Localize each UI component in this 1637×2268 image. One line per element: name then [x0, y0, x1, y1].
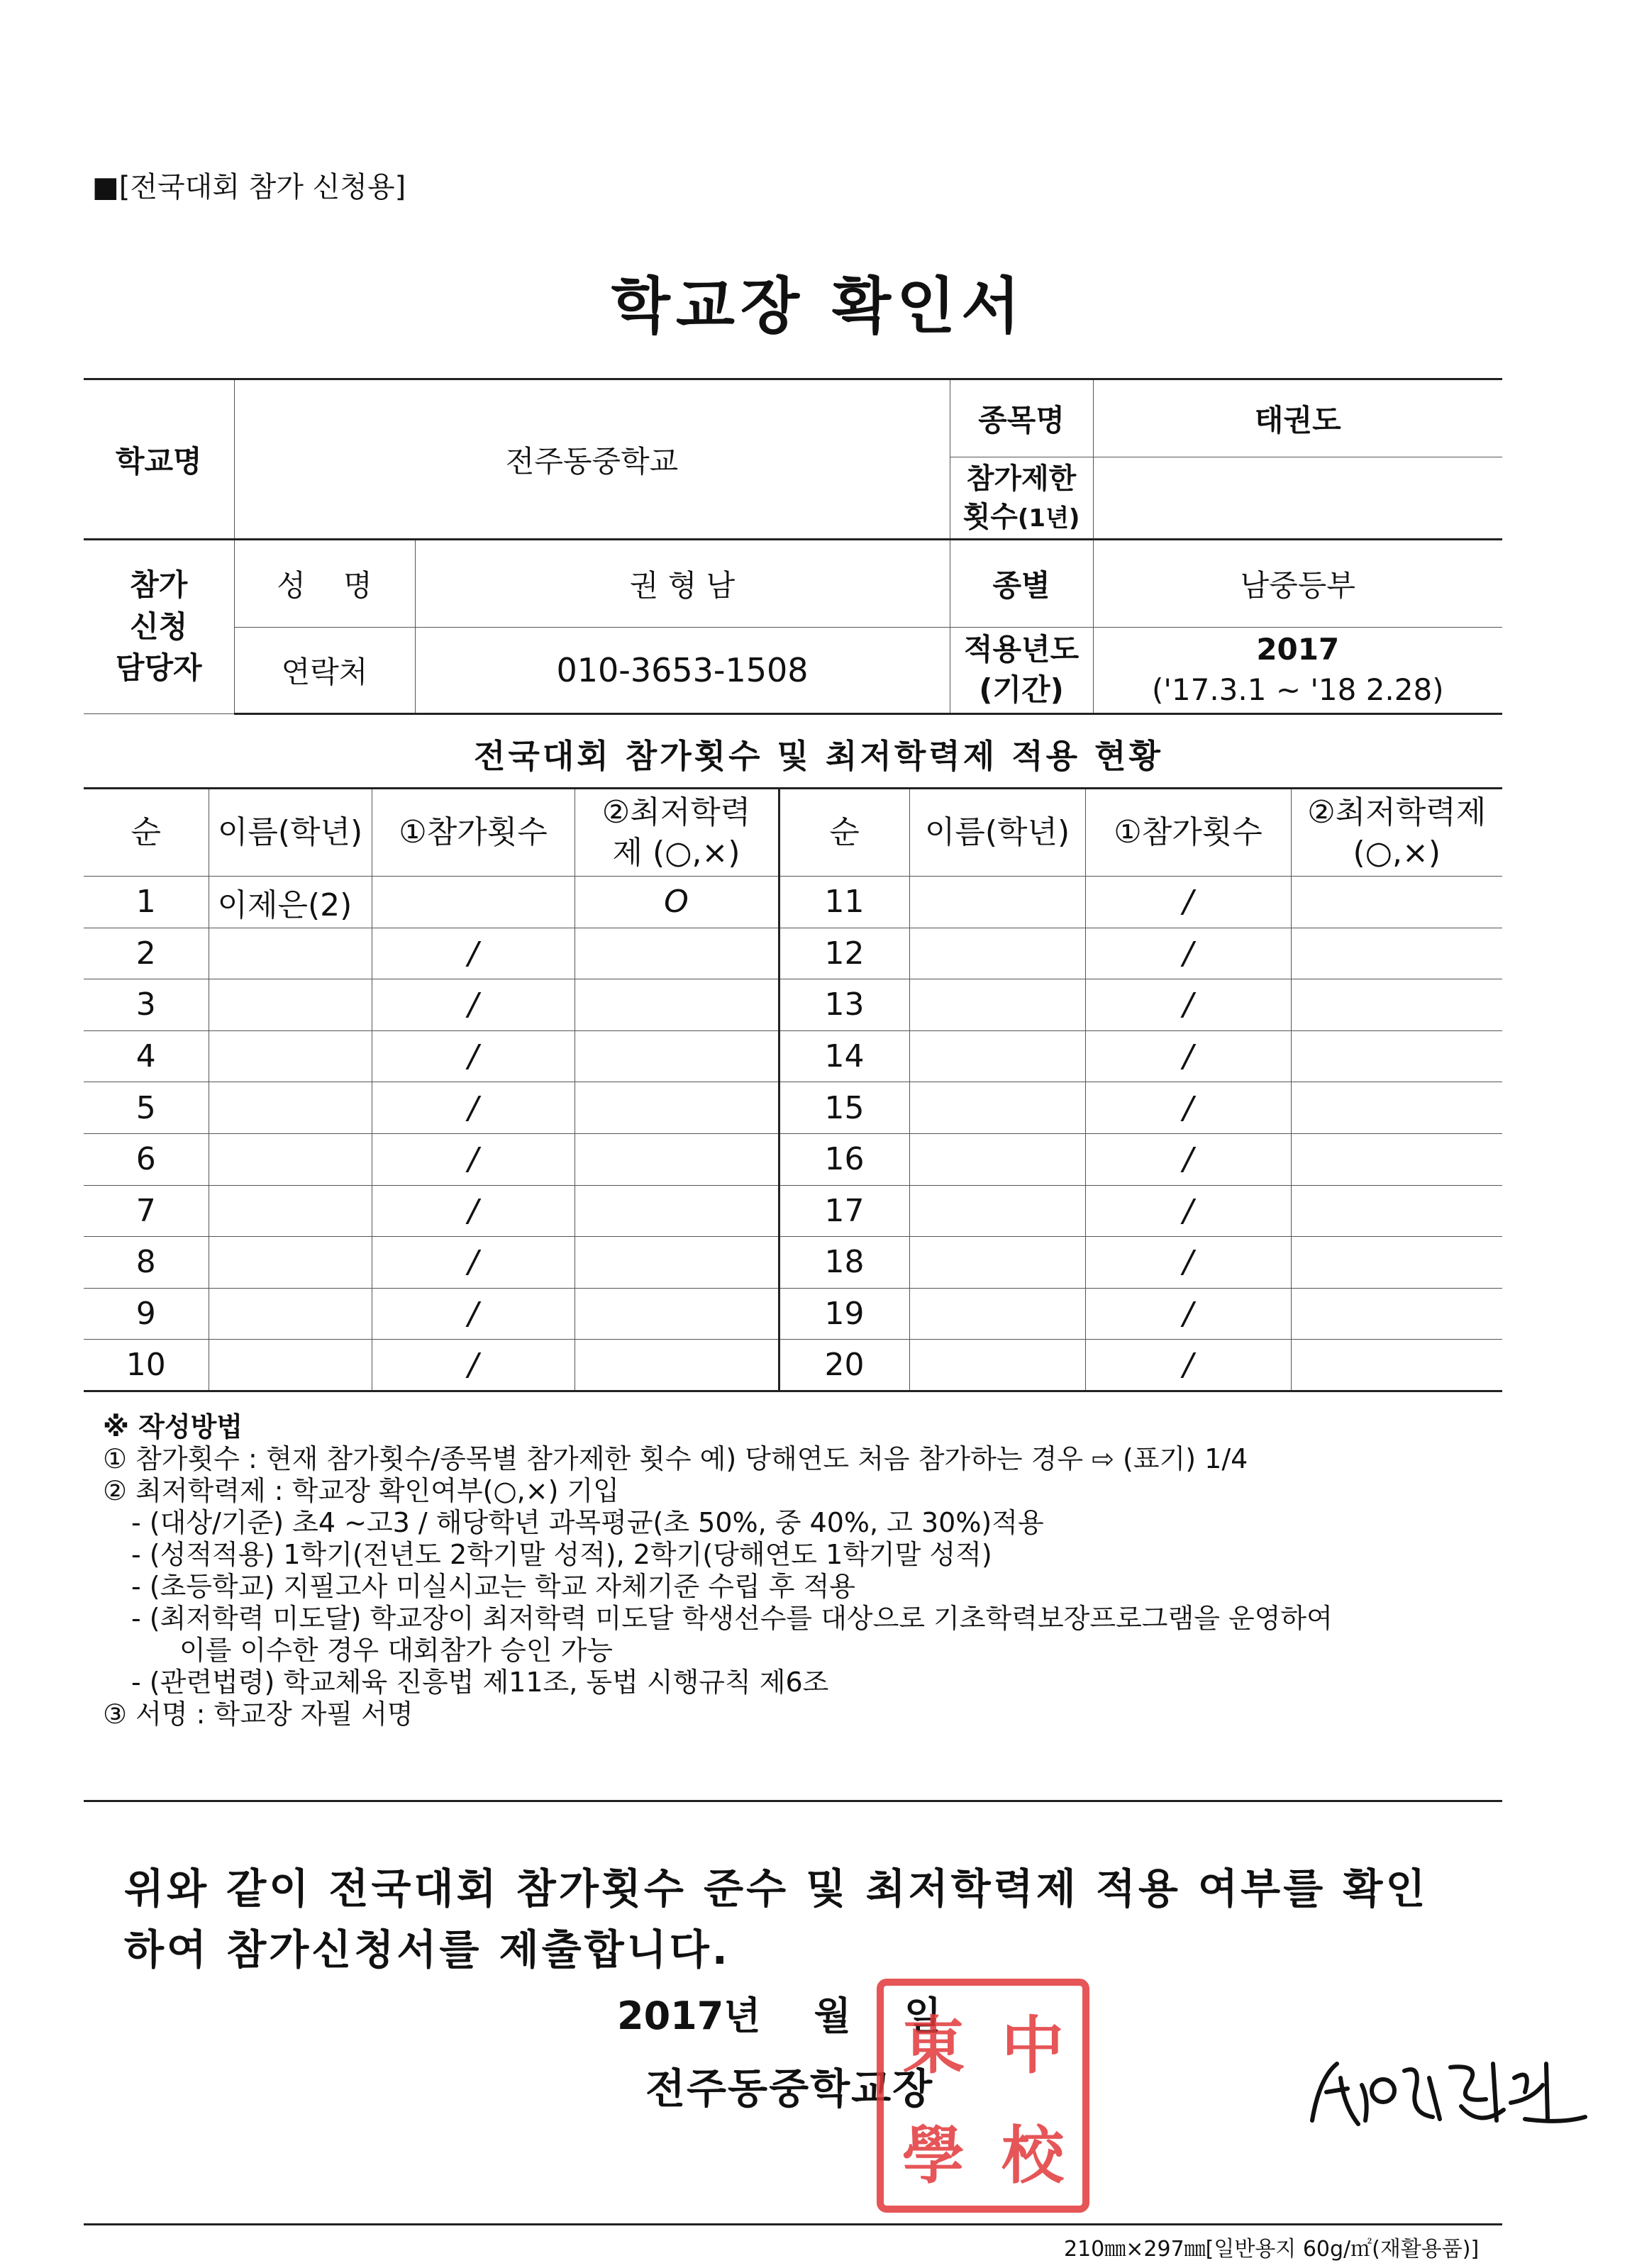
instructions-heading: ※ 작성방법 — [103, 1411, 243, 1442]
student-name — [209, 928, 372, 979]
year-label: 적용년도 (기간) — [950, 628, 1093, 714]
student-name — [209, 1133, 372, 1185]
participation-count: / — [372, 1237, 575, 1289]
row-number: 18 — [779, 1237, 909, 1289]
roster-table — [84, 787, 1502, 1392]
student-name — [209, 1237, 372, 1289]
academic-check — [575, 1237, 779, 1289]
student-name — [209, 1082, 372, 1134]
participation-count — [372, 877, 575, 928]
school-seal-stamp: 東 中 學 校 — [877, 1979, 1089, 2213]
participation-count: / — [1085, 979, 1291, 1031]
academic-check — [1291, 1082, 1502, 1134]
note-2: ② 최저학력제 : 학교장 확인여부(○,×) 기입 — [103, 1475, 619, 1506]
participation-count: / — [372, 1133, 575, 1185]
row-number: 8 — [84, 1237, 209, 1289]
participation-count: / — [1085, 1030, 1291, 1082]
signer-title: 전주동중학교장 — [645, 2064, 934, 2113]
participation-count: / — [1085, 1288, 1291, 1340]
student-name — [209, 1030, 372, 1082]
manager-label: 참가 신청 담당자 — [84, 540, 234, 714]
note-2c: - (초등학교) 지필고사 미실시교는 학교 자체기준 수립 후 적용 — [131, 1571, 855, 1602]
row-number: 5 — [84, 1082, 209, 1134]
contact-label: 연락처 — [234, 628, 415, 714]
student-name — [209, 979, 372, 1031]
contact-value: 010-3653-1508 — [415, 628, 950, 714]
form-type-tag: ■[전국대회 참가 신청용] — [92, 171, 406, 204]
student-name — [909, 1340, 1085, 1391]
table-row — [84, 1133, 1502, 1185]
participation-count: / — [1085, 1082, 1291, 1134]
row-number: 1 — [84, 877, 209, 928]
student-name — [209, 1185, 372, 1237]
academic-check — [1291, 1030, 1502, 1082]
header-grade: ②최저학력제 (○,×) — [575, 789, 779, 877]
student-name — [909, 1185, 1085, 1237]
student-name — [209, 1340, 372, 1391]
header-no: 순 — [779, 789, 909, 877]
row-number: 17 — [779, 1185, 909, 1237]
student-name — [909, 979, 1085, 1031]
name-label: 성 명 — [234, 540, 415, 628]
row-number: 15 — [779, 1082, 909, 1134]
note-2a: - (대상/기준) 초4 ~고3 / 해당학년 과목평균(초 50%, 중 40%, 고 30%)적용 — [131, 1507, 1044, 1538]
note-2e: - (관련법령) 학교체육 진흥법 제11조, 동법 시행규칙 제6조 — [131, 1667, 829, 1698]
section-divider — [84, 1800, 1502, 1802]
academic-check — [575, 1340, 779, 1391]
row-number: 14 — [779, 1030, 909, 1082]
academic-check — [1291, 1133, 1502, 1185]
note-2d: - (최저학력 미도달) 학교장이 최저학력 미도달 학생선수를 대상으로 기초학력보장프로그램을 운영하여 — [131, 1603, 1333, 1634]
row-number: 10 — [84, 1340, 209, 1391]
academic-check: O — [575, 877, 779, 928]
footer-divider — [84, 2223, 1502, 2225]
student-name — [909, 877, 1085, 928]
period-value: ('17.3.1 ~ '18 2.28) — [1151, 672, 1444, 707]
academic-check — [575, 1082, 779, 1134]
header-name: 이름(학년) — [909, 789, 1085, 877]
header-no: 순 — [84, 789, 209, 877]
academic-check — [575, 928, 779, 979]
year-cell — [1093, 628, 1502, 714]
name-value: 권 형 남 — [415, 540, 950, 628]
student-name: 이제은(2) — [209, 877, 372, 928]
student-name — [909, 1030, 1085, 1082]
academic-check — [1291, 1288, 1502, 1340]
table-row — [84, 979, 1502, 1031]
student-name — [909, 1133, 1085, 1185]
header-grade: ②최저학력제 (○,×) — [1291, 789, 1502, 877]
academic-check — [1291, 1340, 1502, 1391]
table-row — [84, 1030, 1502, 1082]
participation-count: / — [1085, 1133, 1291, 1185]
header-name: 이름(학년) — [209, 789, 372, 877]
academic-check — [575, 1185, 779, 1237]
table-row — [84, 1340, 1502, 1391]
note-2b: - (성적적용) 1학기(전년도 2학기말 성적), 2학기(당해연도 1학기말 성적) — [131, 1539, 992, 1570]
row-number: 19 — [779, 1288, 909, 1340]
note-3: ③ 서명 : 학교장 자필 서명 — [103, 1699, 414, 1730]
note-2d-cont: 이를 이수한 경우 대회참가 승인 가능 — [179, 1635, 614, 1666]
table-row — [84, 1288, 1502, 1340]
note-1: ① 참가횟수 : 현재 참가횟수/종목별 참가제한 횟수 예) 당해연도 처음 참가하는 경우 ⇨ (표기) 1/4 — [103, 1443, 1248, 1474]
table-row — [84, 877, 1502, 928]
row-number: 3 — [84, 979, 209, 1031]
academic-check — [1291, 1185, 1502, 1237]
student-name — [909, 1288, 1085, 1340]
row-number: 9 — [84, 1288, 209, 1340]
sport-value: 태권도 — [1093, 379, 1502, 457]
category-value: 남중등부 — [1093, 540, 1502, 628]
school-label: 학교명 — [84, 379, 234, 540]
handwritten-signature — [1298, 2035, 1596, 2135]
category-label: 종별 — [950, 540, 1093, 628]
header-count: ①참가횟수 — [1085, 789, 1291, 877]
academic-check — [1291, 877, 1502, 928]
student-name — [909, 1237, 1085, 1289]
row-number: 4 — [84, 1030, 209, 1082]
row-number: 11 — [779, 877, 909, 928]
participation-count: / — [1085, 1340, 1291, 1391]
paper-spec: 210㎜×297㎜[일반용지 60g/㎡(재활용품)] — [1064, 2237, 1480, 2262]
page-title: 학교장 확인서 — [611, 271, 1026, 342]
declaration-line-1: 위와 같이 전국대회 참가횟수 준수 및 최저학력제 적용 여부를 확인 — [124, 1864, 1428, 1913]
academic-check — [575, 1288, 779, 1340]
header-count: ①참가횟수 — [372, 789, 575, 877]
academic-check — [1291, 928, 1502, 979]
participation-count: / — [1085, 1237, 1291, 1289]
roster-title: 전국대회 참가횟수 및 최저학력제 적용 현황 — [474, 737, 1163, 775]
row-number: 7 — [84, 1185, 209, 1237]
declaration-line-2: 하여 참가신청서를 제출합니다. — [124, 1925, 731, 1974]
participation-count: / — [372, 928, 575, 979]
participation-count: / — [1085, 1185, 1291, 1237]
row-number: 12 — [779, 928, 909, 979]
school-value: 전주동중학교 — [234, 379, 950, 540]
student-name — [909, 1082, 1085, 1134]
date: 2017년 월 일 — [617, 1994, 942, 2038]
academic-check — [1291, 1237, 1502, 1289]
row-number: 6 — [84, 1133, 209, 1185]
student-name — [209, 1288, 372, 1340]
row-number: 16 — [779, 1133, 909, 1185]
table-row — [84, 1237, 1502, 1289]
row-number: 20 — [779, 1340, 909, 1391]
table-row — [84, 928, 1502, 979]
student-name — [909, 928, 1085, 979]
participation-count: / — [372, 979, 575, 1031]
participation-count: / — [1085, 877, 1291, 928]
year-value: 2017 — [1256, 632, 1340, 667]
row-number: 13 — [779, 979, 909, 1031]
participation-count: / — [372, 1340, 575, 1391]
academic-check — [575, 979, 779, 1031]
participation-count: / — [372, 1185, 575, 1237]
academic-check — [575, 1133, 779, 1185]
participation-count: / — [372, 1288, 575, 1340]
academic-check — [575, 1030, 779, 1082]
limit-label: 참가제한 횟수(1년) — [950, 457, 1093, 540]
participation-count: / — [372, 1030, 575, 1082]
sport-label: 종목명 — [950, 379, 1093, 457]
declaration — [124, 1858, 1507, 1980]
limit-value — [1093, 457, 1502, 540]
info-table — [84, 378, 1502, 715]
instructions — [103, 1411, 1493, 1730]
participation-count: / — [372, 1082, 575, 1134]
table-row — [84, 1185, 1502, 1237]
participation-count: / — [1085, 928, 1291, 979]
table-row — [84, 1082, 1502, 1134]
row-number: 2 — [84, 928, 209, 979]
academic-check — [1291, 979, 1502, 1031]
